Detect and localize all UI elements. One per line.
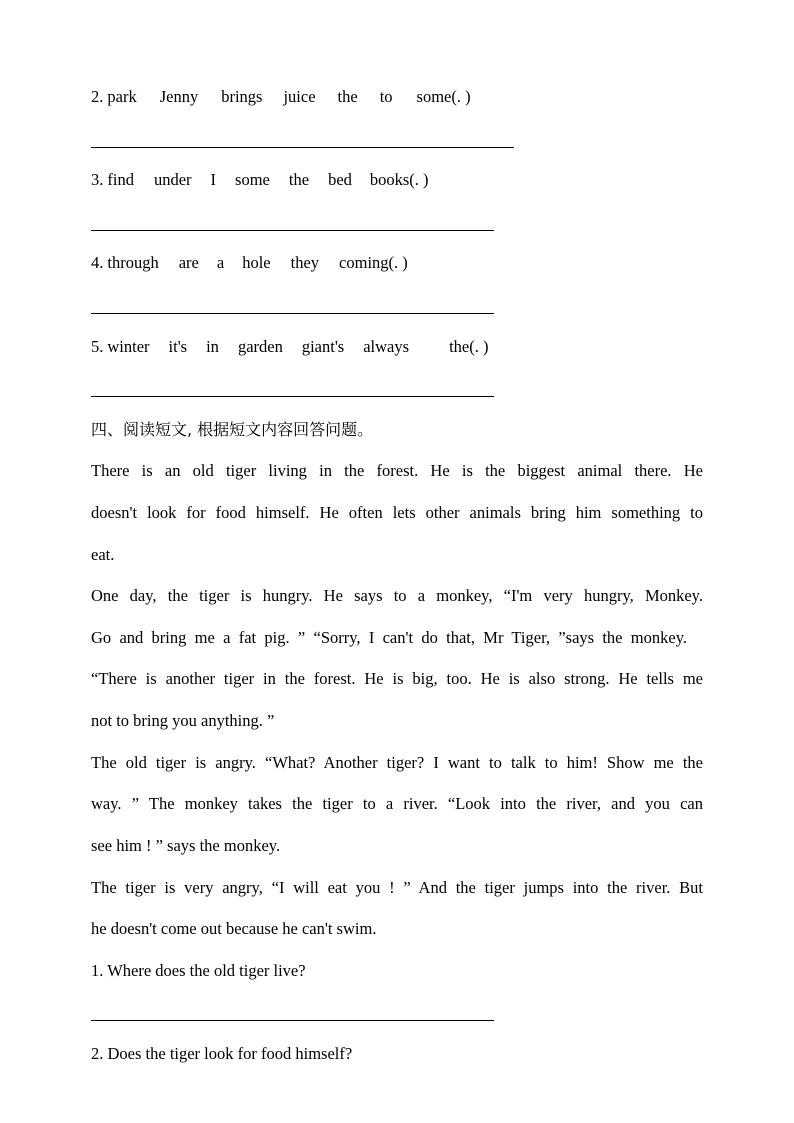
word: brings	[221, 87, 263, 106]
word: find	[107, 170, 134, 189]
passage-line: Go and bring me a fat pig. ” “Sorry, I can't do that, Mr Tiger, ”says the monkey.	[91, 628, 687, 647]
word: books(. )	[369, 170, 429, 189]
word: to	[379, 87, 393, 106]
word: some	[235, 170, 270, 189]
answer-line[interactable]	[91, 396, 494, 397]
word: are	[178, 253, 199, 272]
word: they	[290, 253, 320, 272]
passage-line: One day, the tiger is hungry. He says to a monkey, “I'm very hungry, Monkey.	[91, 586, 703, 605]
word: hole	[242, 253, 271, 272]
section-heading: 四、阅读短文, 根据短文内容回答问题。	[91, 420, 374, 439]
passage-line: eat.	[91, 545, 115, 564]
question-2: 2. Does the tiger look for food himself?	[91, 1044, 353, 1063]
item-3	[91, 170, 429, 190]
word: through	[107, 253, 159, 272]
passage-line: The old tiger is angry. “What? Another tiger? I want to talk to him! Show me the	[91, 753, 703, 772]
passage-line: The tiger is very angry, “I will eat you ! ” And the tiger jumps into the river. But	[91, 878, 703, 897]
passage-line: way. ” The monkey takes the tiger to a river. “Look into the river, and you can	[91, 794, 703, 813]
word: always	[363, 337, 410, 356]
answer-line[interactable]	[91, 230, 494, 231]
word: garden	[237, 337, 283, 356]
word: it's	[168, 337, 188, 356]
passage-line: he doesn't come out because he can't swim.	[91, 919, 377, 938]
passage-line: doesn't look for food himself. He often lets other animals bring him something to	[91, 503, 703, 522]
passage-line: There is an old tiger living in the forest. He is the biggest animal there. He	[91, 461, 703, 480]
word: juice	[283, 87, 316, 106]
item-5	[91, 337, 488, 357]
word: I	[210, 170, 217, 189]
answer-line[interactable]	[91, 147, 514, 148]
passage-line: “There is another tiger in the forest. He is big, too. He is also strong. He tells me	[91, 669, 703, 688]
word: coming(. )	[339, 253, 408, 272]
item-number: 2.	[91, 87, 104, 106]
word: Jenny	[159, 87, 199, 106]
word: in	[206, 337, 219, 356]
passage-line: see him ! ” says the monkey.	[91, 836, 281, 855]
item-number: 4.	[91, 253, 104, 272]
word: park	[107, 87, 137, 106]
answer-line[interactable]	[91, 1020, 494, 1021]
item-number: 3.	[91, 170, 104, 189]
passage-line: not to bring you anything. ”	[91, 711, 275, 730]
word: a	[216, 253, 225, 272]
word: some(. )	[416, 87, 471, 106]
question-1: 1. Where does the old tiger live?	[91, 961, 306, 980]
item-4	[91, 253, 408, 273]
word: bed	[328, 170, 352, 189]
word: the	[288, 170, 310, 189]
item-2	[91, 87, 471, 107]
answer-line[interactable]	[91, 313, 494, 314]
word: the	[337, 87, 358, 106]
item-number: 5.	[91, 337, 104, 356]
word: giant's	[301, 337, 345, 356]
word: winter	[107, 337, 150, 356]
word: under	[153, 170, 192, 189]
word: the(. )	[449, 337, 489, 356]
